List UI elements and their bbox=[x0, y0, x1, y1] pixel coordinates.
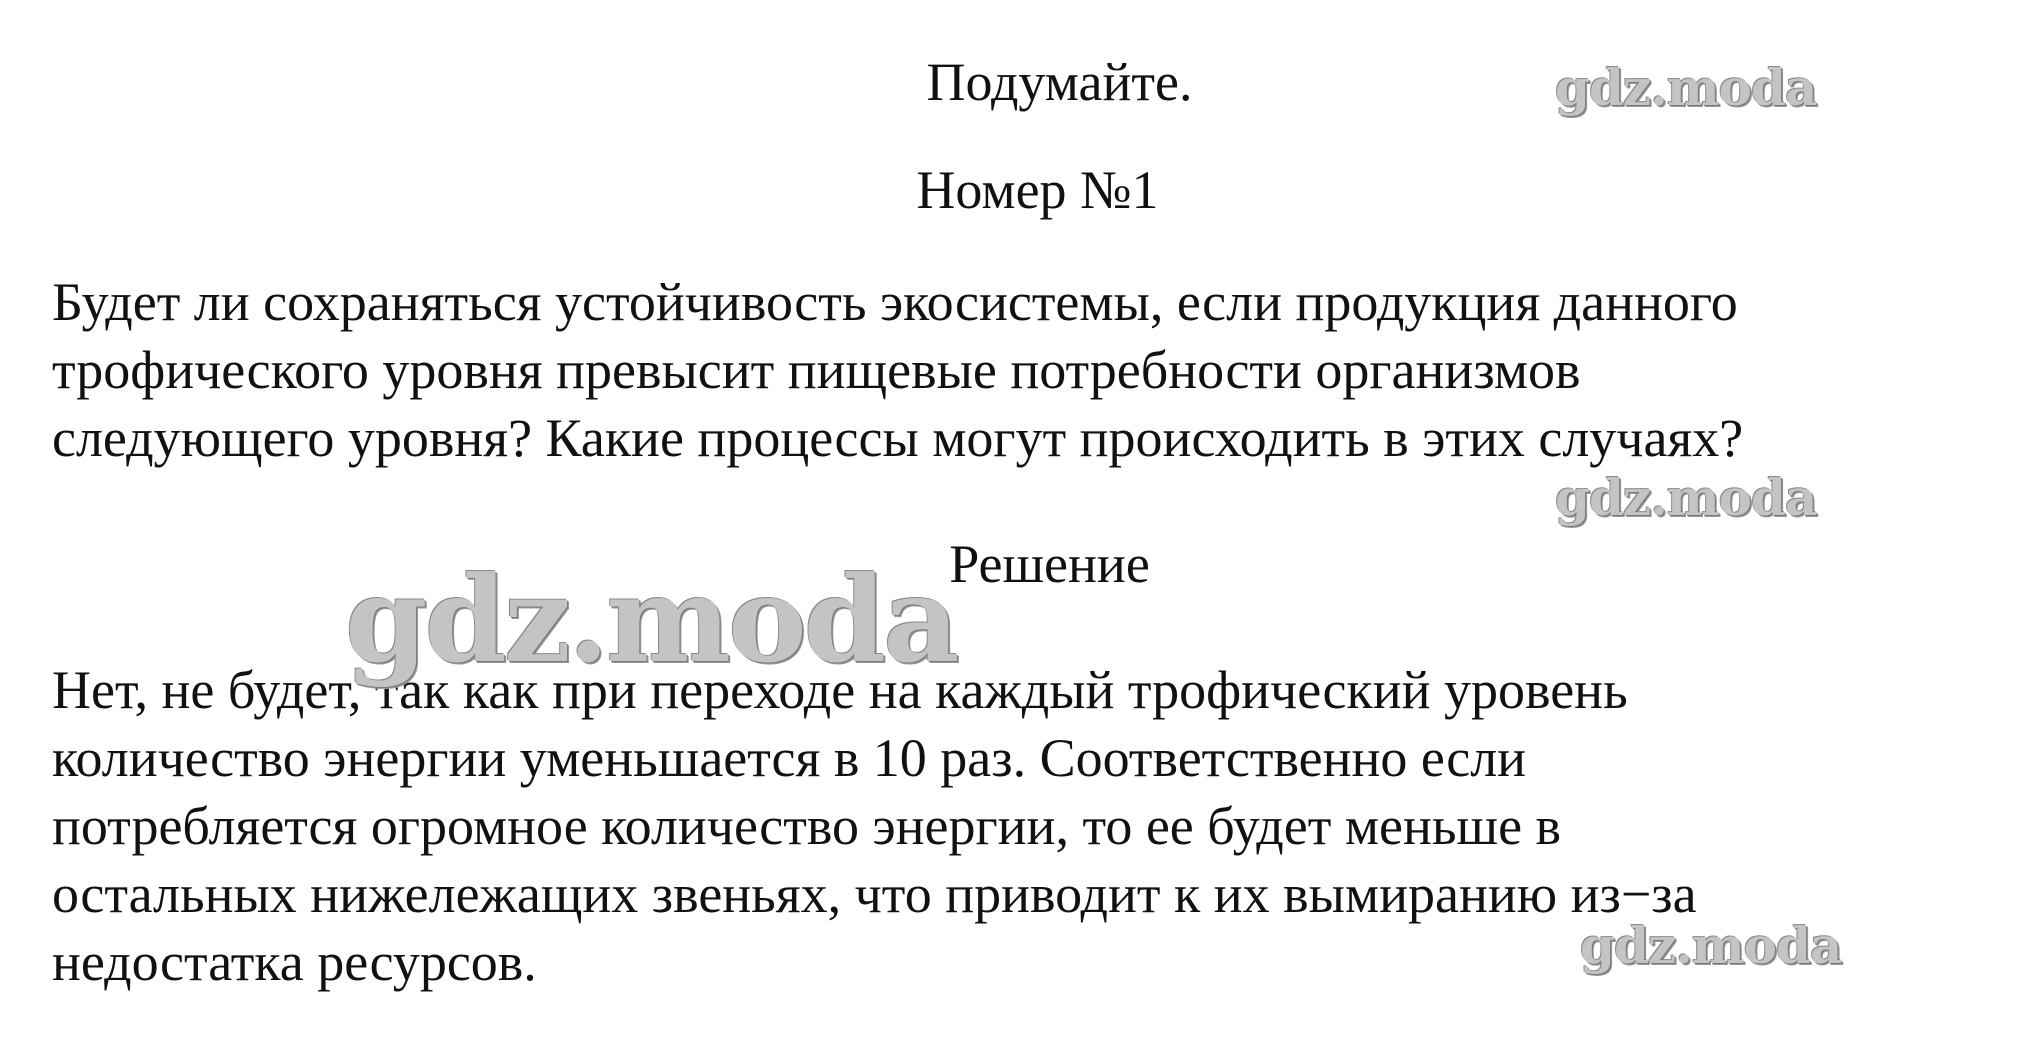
solution-heading: Решение bbox=[949, 534, 1150, 594]
watermark-logo-large: gdz.moda bbox=[345, 550, 957, 689]
section-title: Подумайте. bbox=[926, 52, 1193, 112]
solution-line: Нет, не будет, так как при переходе на каждый трофический уровень bbox=[52, 660, 1628, 720]
solution-line: количество энергии уменьшается в 10 раз. Соответственно если bbox=[52, 728, 1527, 788]
solution-line: потребляется огромное количество энергии, то ее будет меньше в bbox=[52, 796, 1562, 856]
solution-line: недостатка ресурсов. bbox=[52, 932, 537, 992]
question-line: Будет ли сохраняться устойчивость экосистемы, если продукция данного bbox=[52, 272, 1738, 332]
watermark-logo-top: gdz.moda bbox=[1555, 58, 1817, 117]
solution-line: остальных нижележащих звеньях, что приводит к их вымиранию из−за bbox=[52, 864, 1697, 924]
question-line: трофического уровня превысит пищевые потребности организмов bbox=[52, 340, 1581, 400]
task-number: Номер №1 bbox=[916, 160, 1159, 220]
watermark-logo-middle: gdz.moda bbox=[1555, 468, 1817, 527]
watermark-logo-bottom: gdz.moda bbox=[1580, 916, 1842, 975]
question-line: следующего уровня? Какие процессы могут происходить в этих случаях? bbox=[52, 408, 1744, 468]
